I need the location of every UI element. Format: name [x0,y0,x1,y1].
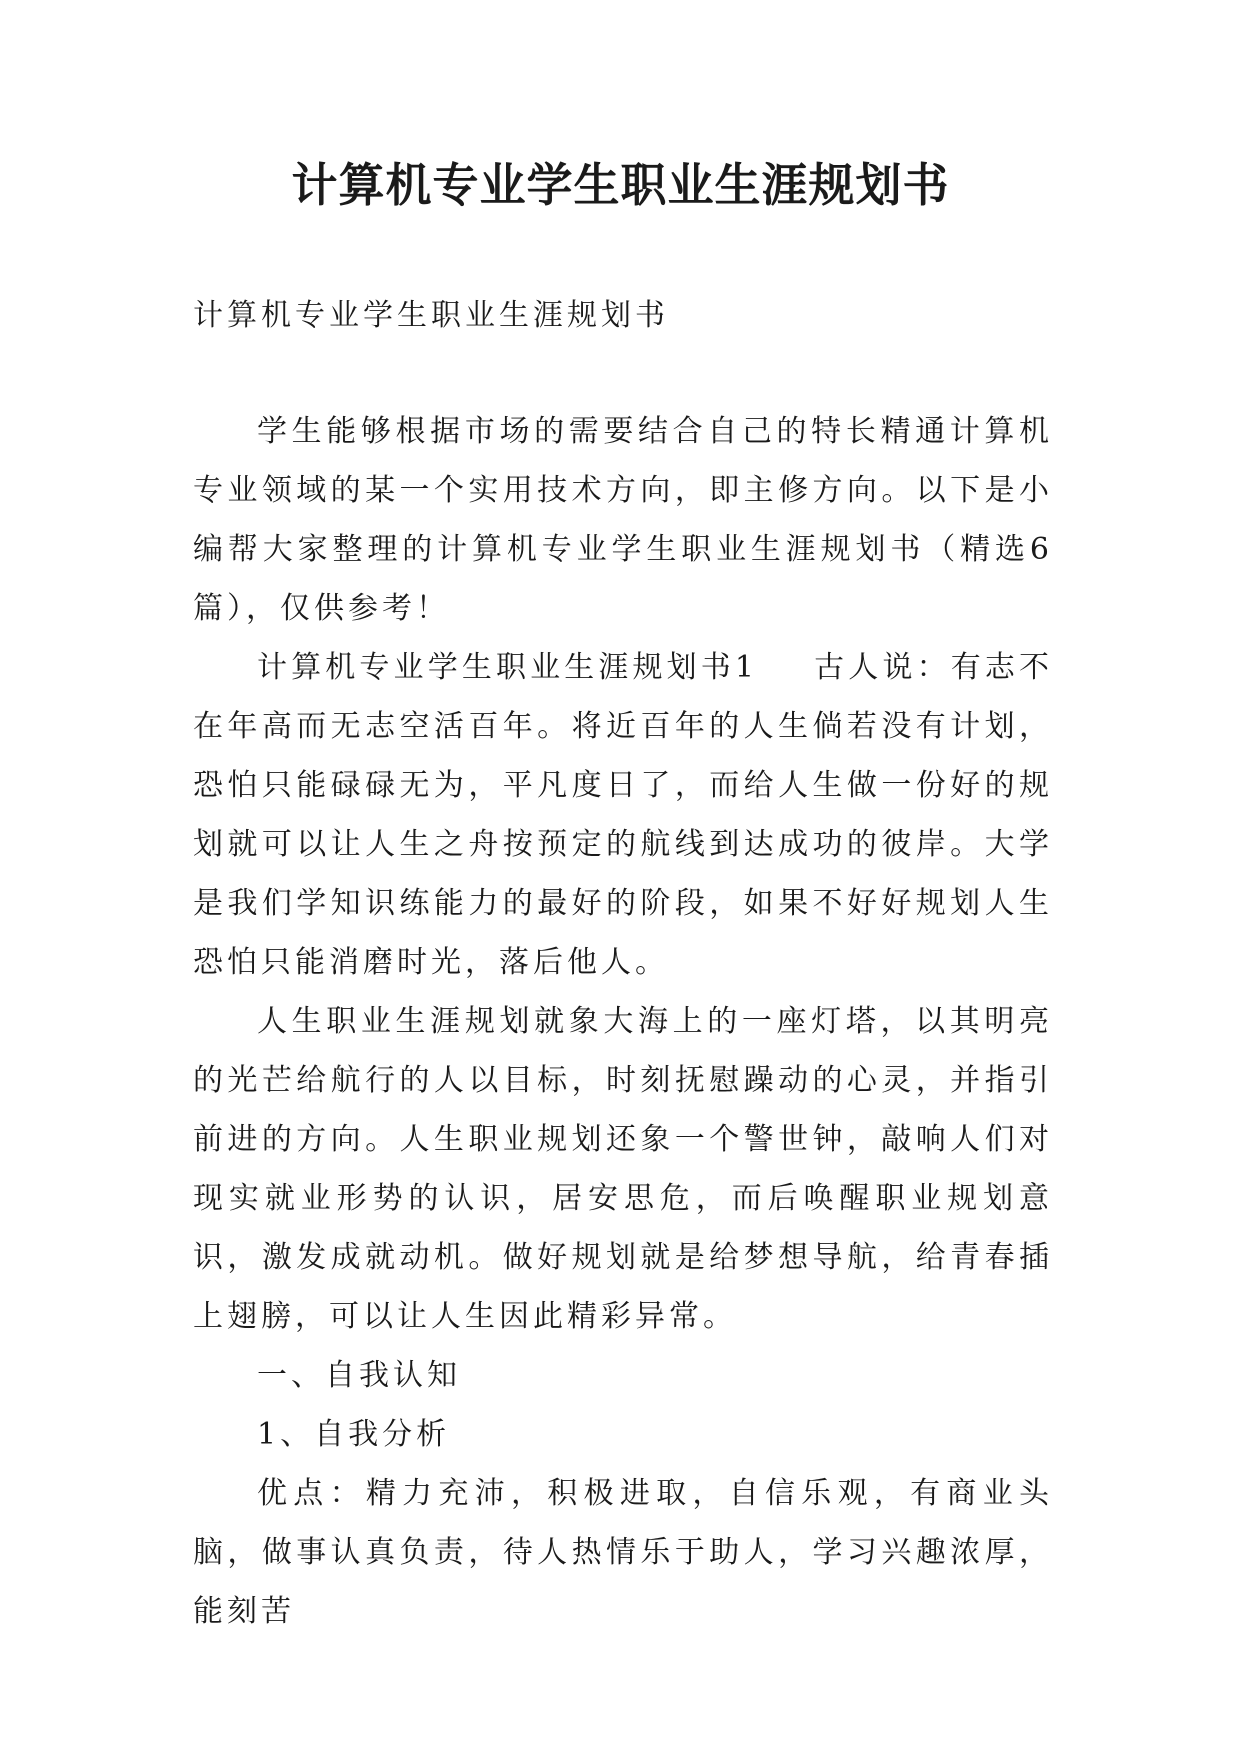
document-title: 计算机专业学生职业生涯规划书 [291,158,950,212]
section-1-paragraph [193,638,1053,992]
section-1-heading: 计算机专业学生职业生涯规划书1 [257,650,759,685]
career-planning-paragraph: 人生职业生涯规划就象大海上的一座灯塔，以其明亮的光芒给航行的人以目标，时刻抚慰躁动的心灵，并指引前进的方向。人生职业规划还象一个警世钟，敲响人们对现实就业形势的认识，居安思危，而后唤醒职业规划意识，激发成就动机。做好规划就是给梦想导航，给青春插上翅膀，可以让人生因此精彩异常。 [193,1004,1053,1334]
section-1-body: 在年高而无志空活百年。将近百年的人生倘若没有计划，恐怕只能碌碌无为，平凡度日了，而给人生做一份好的规划就可以让人生之舟按预定的航线到达成功的彼岸。大学是我们学知识练能力的最好的阶段，如果不好好规划人生恐怕只能消磨时光，落后他人。 [193,709,1053,980]
document-body [193,402,1053,1641]
heading-self-cognition: 一、自我认知 [257,1358,461,1393]
intro-paragraph: 学生能够根据市场的需要结合自己的特长精通计算机专业领域的某一个实用技术方向，即主修方向。以下是小编帮大家整理的计算机专业学生职业生涯规划书（精选6篇），仅供参考！ [193,414,1053,626]
heading-self-analysis: 1、自我分析 [257,1417,451,1452]
section-1-lead: 古人说：有志不 [814,650,1053,685]
strengths-paragraph: 优点：精力充沛，积极进取，自信乐观，有商业头脑，做事认真负责，待人热情乐于助人，学习兴趣浓厚，能刻苦 [193,1476,1053,1629]
document-subtitle: 计算机专业学生职业生涯规划书 [193,298,669,333]
